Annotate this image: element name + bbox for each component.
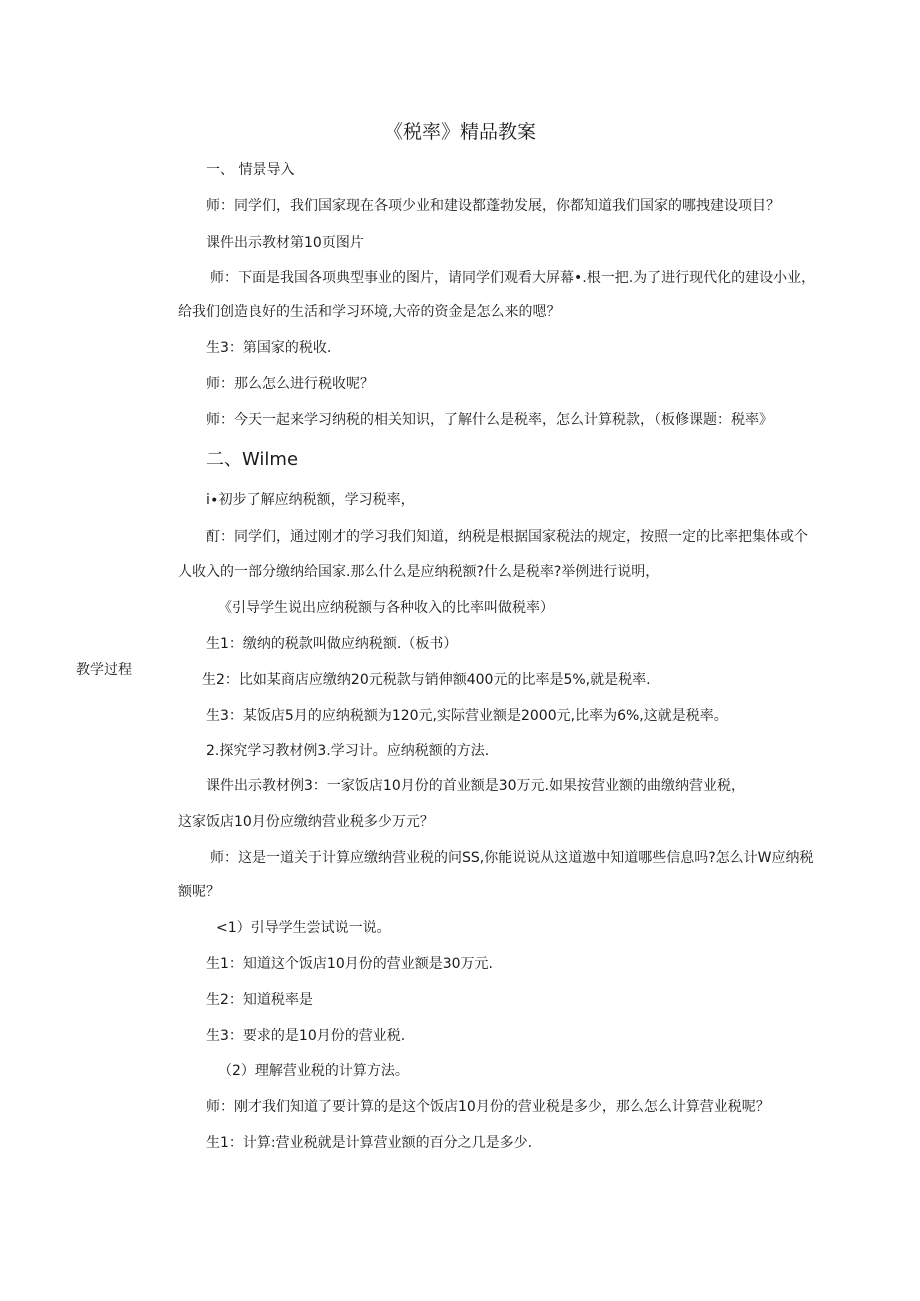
- paragraph-line: 这家饭店10月份应缴纳营业税多少万元？: [178, 814, 434, 830]
- paragraph-line: 2.探究学习教材例3.学习计。应纳税额的方法.: [206, 743, 490, 759]
- side-label-teaching-process: 教学过程: [76, 662, 132, 678]
- paragraph-line: 师：那么怎么进行税收呢？: [206, 376, 374, 392]
- paragraph-line: 酊：同学们，通过刚才的学习我们知道，纳税是根据国家税法的规定，按照一定的比率把集体或个: [206, 529, 808, 545]
- paragraph-line: （2）理解营业税的计算方法。: [218, 1063, 409, 1079]
- paragraph-line: 生3：第国家的税收.: [206, 340, 332, 356]
- paragraph-line: 师：下面是我国各项典型事业的图片，请同学们观看大屏幕•.根一把.为了进行现代化的建设小业，: [210, 270, 816, 286]
- paragraph-line: 师：刚才我们知道了要计算的是这个饭店10月份的营业税是多少，那么怎么计算营业税呢？: [206, 1099, 770, 1115]
- paragraph-line: 课件出示教材例3：一家饭店10月份的首业额是30万元.如果按营业额的曲缴纳营业税，: [206, 778, 745, 794]
- paragraph-line: 生3：要求的是10月份的营业税.: [206, 1028, 406, 1044]
- paragraph-line: 师：同学们，我们国家现在各项少业和建设都蓬勃发展，你都知道我们国家的哪拽建设项目？: [206, 198, 780, 214]
- paragraph-line: 生3：某饭店5月的应纳税额为120元,实际营业额是2000元,比率为6%,这就是税率。: [206, 708, 728, 724]
- paragraph-line: 生2：知道税率是: [206, 992, 313, 1008]
- paragraph-line: 生1：计算:营业税就是计算营业额的百分之几是多少.: [206, 1135, 533, 1151]
- paragraph-line: 生1：知道这个饭店10月份的营业额是30万元.: [206, 956, 493, 972]
- paragraph-line: 《引导学生说出应纳税额与各种收入的比率叫做税率）: [218, 600, 554, 616]
- section-heading-1: 一、 情景导入: [206, 162, 295, 178]
- page-title: 《税率》精品教案: [383, 121, 536, 143]
- paragraph-line: 师：今天一起来学习纳税的相关知识，了解什么是税率，怎么计算税款，（板修课题：税率》: [206, 412, 773, 428]
- paragraph-line: i∙初步了解应纳税额，学习税率，: [206, 492, 415, 508]
- paragraph-line: 师：这是一道关于计算应缴纳营业税的问SS,你能说说从这道遨中知道哪些信息吗?怎么计W应纳税: [210, 850, 814, 866]
- section-heading-2: 二、Wilme: [206, 449, 299, 470]
- paragraph-line: 人收入的一部分缴纳给国家.那么什么是应纳税额?什么是税率?举例进行说明，: [178, 564, 660, 580]
- paragraph-line: 生1：缴纳的税款叫做应纳税额.（板书）: [206, 636, 458, 652]
- paragraph-line: <1）引导学生尝试说一说。: [216, 920, 391, 936]
- paragraph-line: 额呢？: [178, 884, 220, 900]
- paragraph-line: 给我们创造良好的生活和学习环境,大帝的资金是怎么来的嗯？: [178, 304, 561, 320]
- paragraph-line: 生2：比如某商店应缴纳20元税款与销伸额400元的比率是5%,就是税率.: [202, 672, 651, 688]
- paragraph-line: 课件出示教材第10页图片: [206, 235, 364, 251]
